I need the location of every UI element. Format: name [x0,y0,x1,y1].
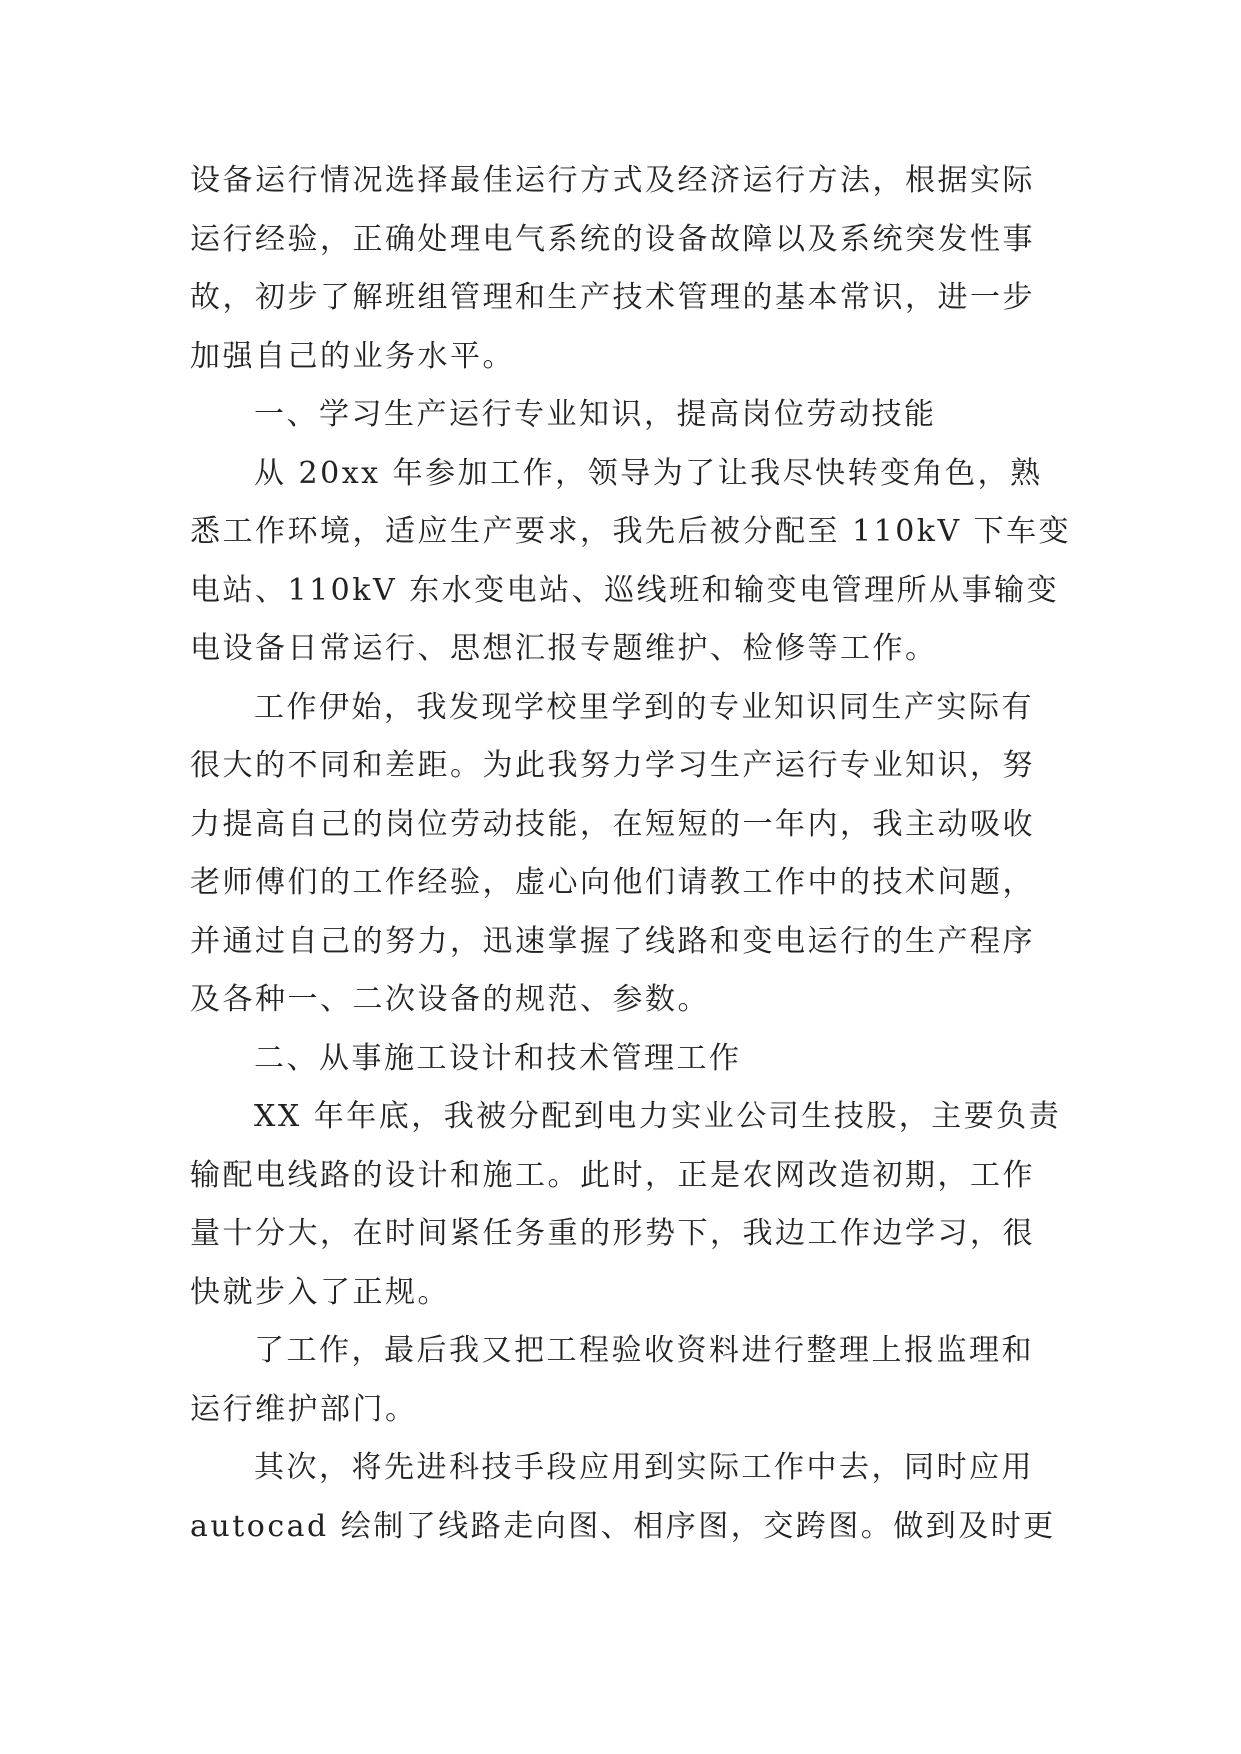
text-line: 输配电线路的设计和施工。此时，正是农网改造初期，工作 [190,1157,1035,1193]
text-line: 并通过自己的努力，迅速掌握了线路和变电运行的生产程序 [190,923,1035,959]
text-line: 电设备日常运行、思想汇报专题维护、检修等工作。 [190,631,938,666]
text-line: 量十分大，在时间紧任务重的形势下，我边工作边学习，很 [190,1216,1035,1251]
text-line: 快就步入了正规。 [190,1274,450,1310]
text-line: 很大的不同和差距。为此我努力学习生产运行专业知识，努 [190,748,1035,783]
text-line: 运行经验，正确处理电气系统的设备故障以及系统突发性事 [190,221,1035,257]
text-line: 工作伊始，我发现学校里学到的专业知识同生产实际有 [254,689,1034,725]
text-line: 悉工作环境，适应生产要求，我先后被分配至 110kV 下车变 [190,514,1072,549]
text-line: 力提高自己的岗位劳动技能，在短短的一年内，我主动吸收 [190,806,1035,842]
section-heading: 二、从事施工设计和技术管理工作 [254,1040,742,1076]
document-body [190,152,1070,1556]
text-line: 运行维护部门。 [190,1391,418,1427]
text-line: 加强自己的业务水平。 [190,338,515,374]
text-line: 老师傅们的工作经验，虚心向他们请教工作中的技术问题， [190,865,1035,900]
text-line: 及各种一、二次设备的规范、参数。 [190,982,710,1017]
text-line: 了工作，最后我又把工程验收资料进行整理上报监理和 [254,1333,1034,1368]
text-line: 电站、110kV 东水变电站、巡线班和输变电管理所从事输变 [190,572,1060,608]
text-line: XX 年年底，我被分配到电力实业公司生技股，主要负责 [254,1099,1062,1134]
text-line: 设备运行情况选择最佳运行方式及经济运行方法，根据实际 [190,163,1035,198]
text-line: autocad 绘制了线路走向图、相序图，交跨图。做到及时更 [190,1508,1056,1544]
text-line: 故，初步了解班组管理和生产技术管理的基本常识，进一步 [190,280,1035,315]
text-line: 从 20xx 年参加工作，领导为了让我尽快转变角色，熟 [254,455,1043,491]
section-heading: 一、学习生产运行专业知识，提高岗位劳动技能 [254,397,937,432]
text-line: 其次，将先进科技手段应用到实际工作中去，同时应用 [254,1450,1034,1485]
